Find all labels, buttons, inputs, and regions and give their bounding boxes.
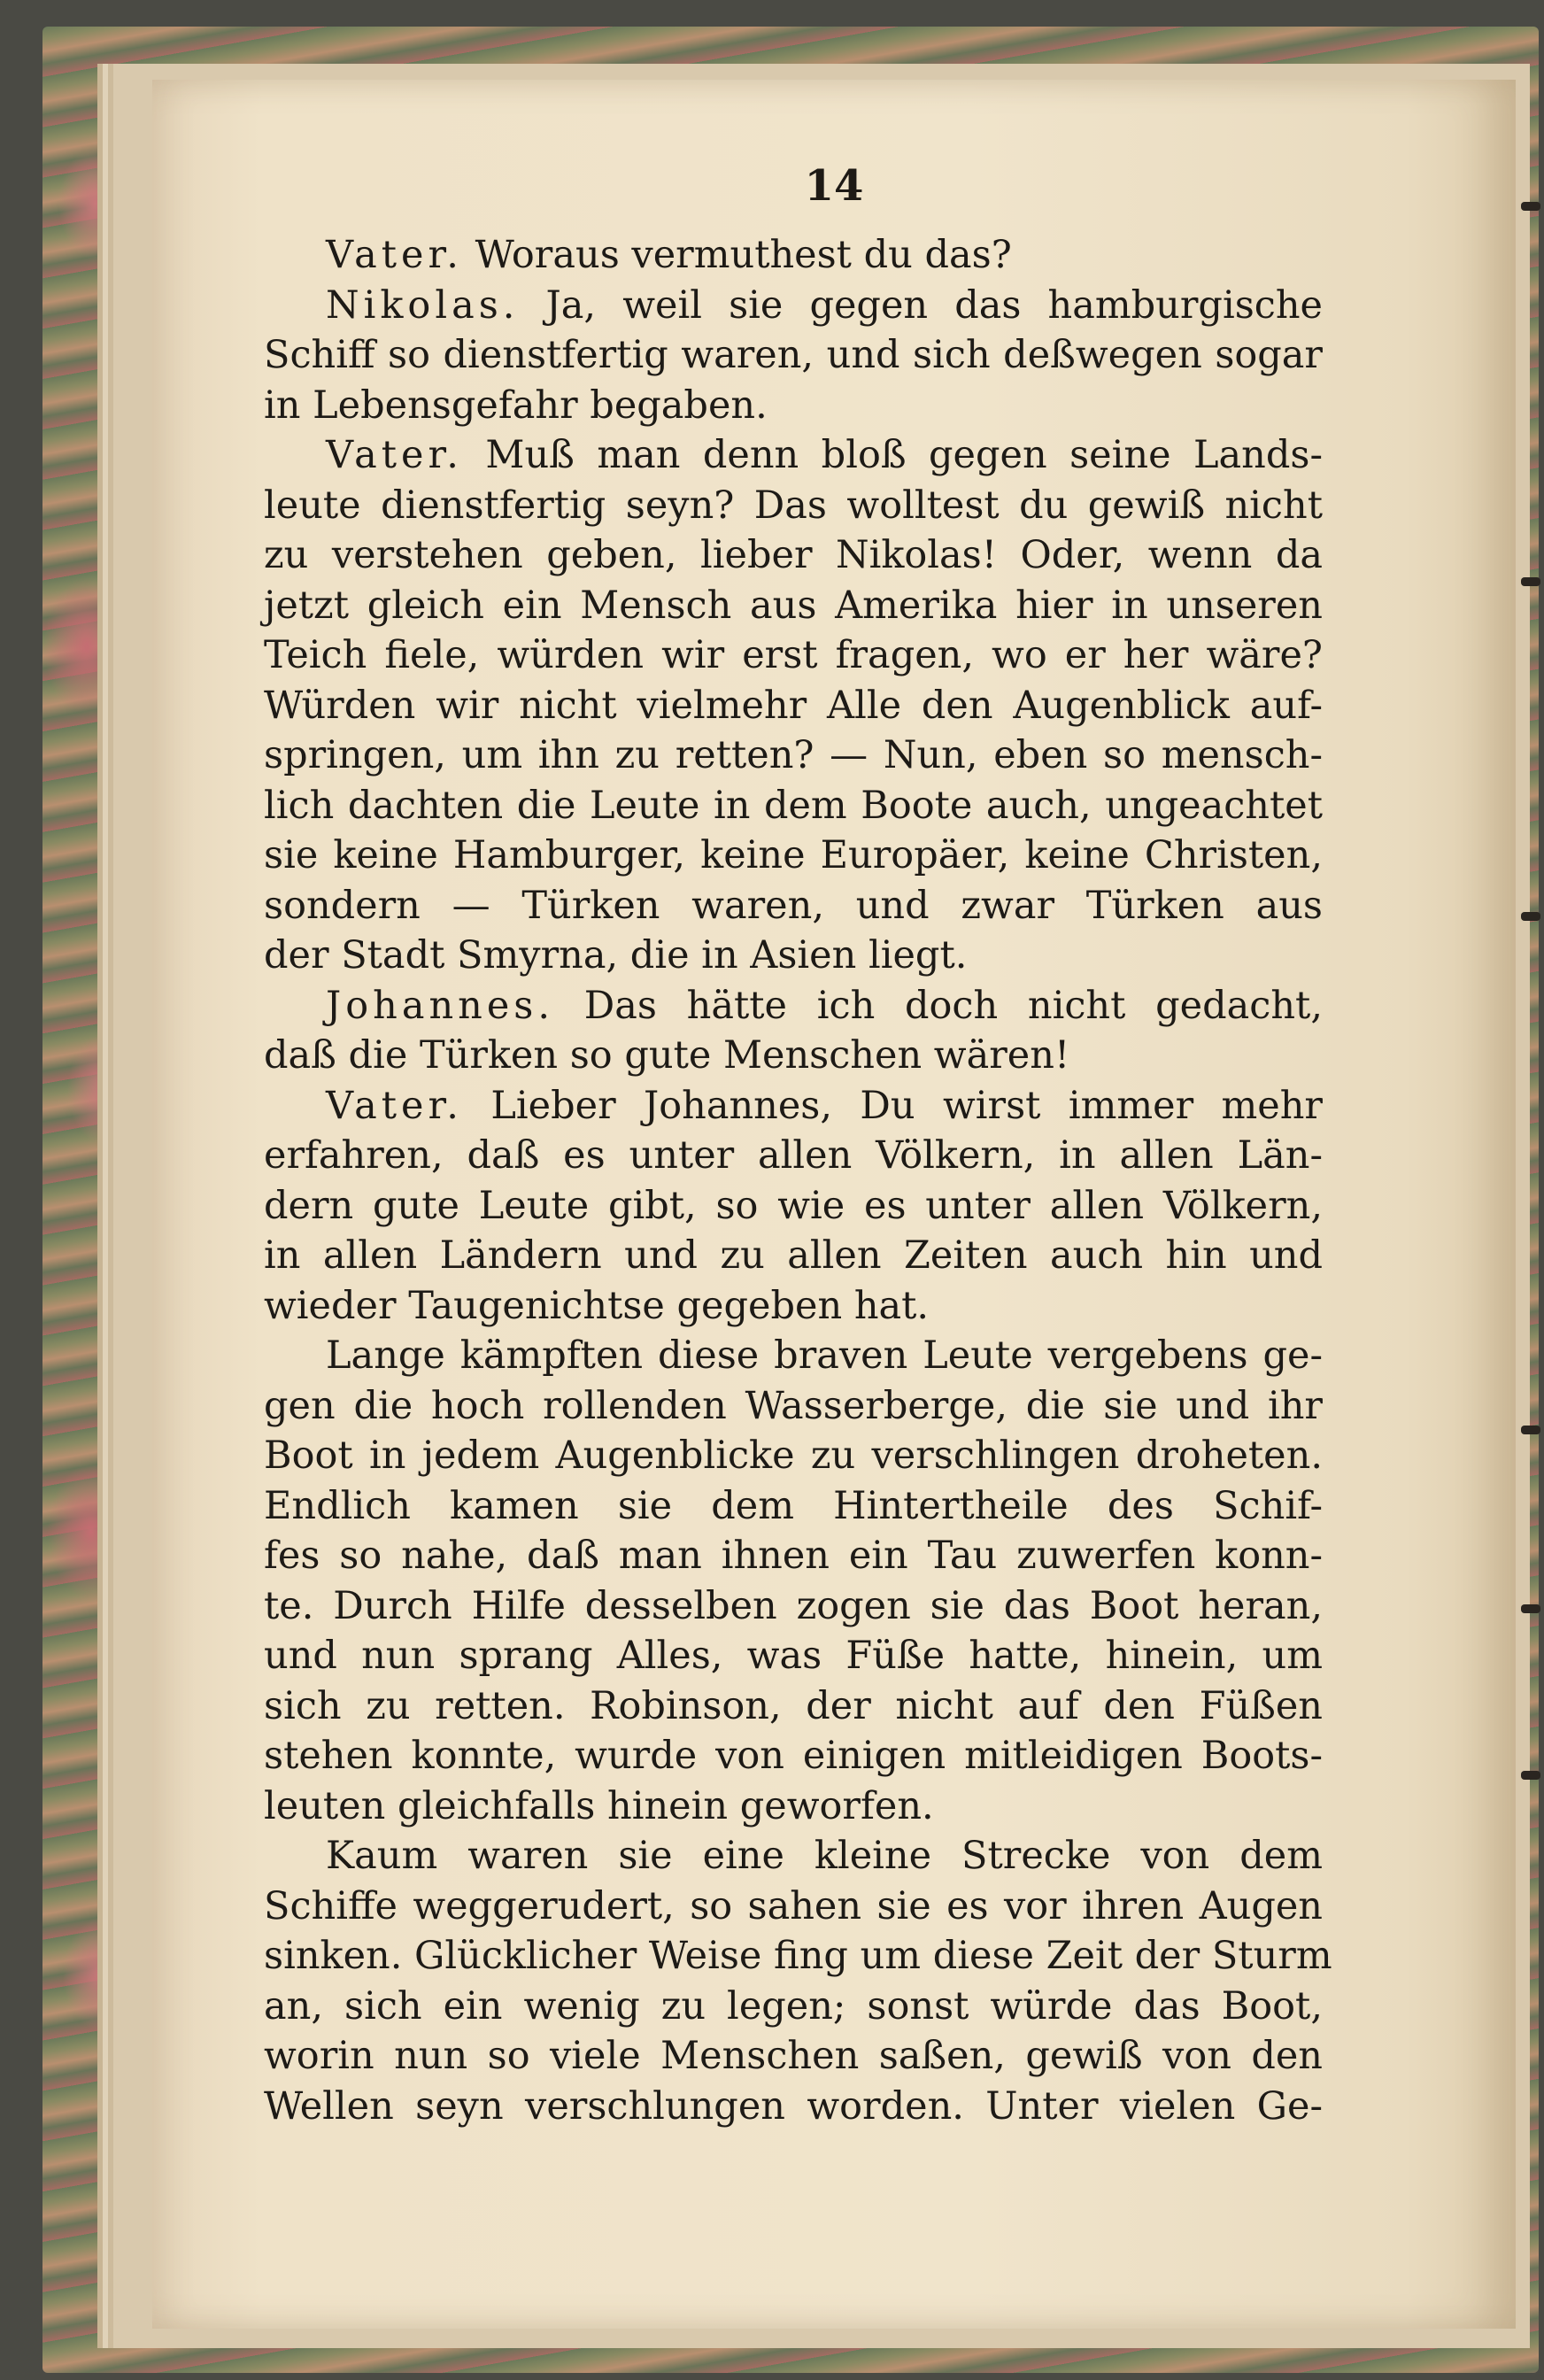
line-text: an, sich ein wenig zu legen; sonst würde das Boot, — [264, 1983, 1323, 2028]
line-text: sinken. Glücklicher Weise fing um diese Zeit der Sturm — [264, 1934, 1332, 1978]
line-text: worin nun so viele Menschen saßen, gewiß von den — [264, 2034, 1323, 2078]
line-text: Woraus vermuthest du das? — [462, 233, 1012, 277]
text-line — [264, 981, 1323, 1032]
binding-stitch — [1521, 1426, 1540, 1434]
line-text: Teich fiele, würden wir erst fragen, wo er her wäre? — [264, 633, 1323, 677]
text-line — [264, 2082, 1323, 2132]
line-text: sich zu retten. Robinson, der nicht auf den Füßen — [264, 1683, 1323, 1728]
text-line — [264, 1731, 1323, 1781]
text-line — [264, 730, 1323, 781]
text-line — [264, 1381, 1323, 1432]
line-text: fes so nahe, daß man ihnen ein Tau zuwerfen konn- — [264, 1534, 1323, 1578]
text-line — [264, 931, 1323, 981]
speaker-name: Nikolas. — [326, 282, 520, 328]
line-text: Würden wir nicht vielmehr Alle den Augenblick auf- — [264, 683, 1323, 728]
line-text: Schiff so dienstfertig waren, und sich deßwegen sogar — [264, 333, 1323, 377]
text-line — [264, 2031, 1323, 2082]
line-text: stehen konnte, wurde von einigen mitleidigen Boots- — [264, 1734, 1323, 1778]
line-text: Schiffe weggerudert, so sahen sie es vor ihren Augen — [264, 1883, 1323, 1928]
line-text: und nun sprang Alles, was Füße hatte, hinein, um — [264, 1634, 1323, 1678]
text-line — [264, 1131, 1323, 1181]
speaker-name: Vater. — [326, 433, 463, 477]
text-line — [264, 1631, 1323, 1681]
book-page — [152, 80, 1516, 2329]
text-line — [264, 1181, 1323, 1232]
line-text: sie keine Hamburger, keine Europäer, keine Christen, — [264, 833, 1323, 877]
text-line — [264, 381, 1323, 431]
text-line — [264, 1331, 1323, 1381]
speaker-name: Johannes. — [326, 983, 555, 1028]
text-line — [264, 330, 1323, 381]
text-line — [264, 530, 1323, 581]
line-text: lich dachten die Leute in dem Boote auch, ungeachtet — [264, 783, 1323, 828]
text-line — [264, 630, 1323, 681]
text-line — [264, 1781, 1323, 1832]
text-line — [264, 581, 1323, 631]
line-text: Endlich kamen sie dem Hintertheile des Schif- — [264, 1483, 1323, 1528]
binding-stitch — [1521, 577, 1540, 586]
text-line — [264, 1831, 1323, 1882]
text-line — [264, 1081, 1323, 1132]
text-line — [264, 430, 1323, 481]
text-line — [264, 1481, 1323, 1532]
text-line — [264, 230, 1323, 281]
line-text: springen, um ihn zu retten? — Nun, eben so mensch- — [264, 733, 1323, 777]
binding-stitch — [1521, 912, 1540, 921]
line-text: Muß man denn bloß gegen seine Lands- — [462, 433, 1323, 477]
line-text: Kaum waren sie eine kleine Strecke von dem — [326, 1834, 1323, 1878]
line-text: daß die Türken so gute Menschen wären! — [264, 1033, 1070, 1078]
text-line — [264, 1882, 1323, 1932]
line-text: gen die hoch rollenden Wasserberge, die sie und ihr — [264, 1383, 1323, 1428]
line-text: zu verstehen geben, lieber Nikolas! Oder, wenn da — [264, 533, 1323, 577]
binding-stitch — [1521, 202, 1540, 211]
line-text: jetzt gleich ein Mensch aus Amerika hier in unseren — [264, 583, 1323, 628]
line-text: Lieber Johannes, Du wirst immer mehr — [462, 1083, 1323, 1128]
binding-stitch — [1521, 1771, 1540, 1780]
text-line — [264, 1531, 1323, 1581]
speaker-name: Vater. — [326, 1083, 463, 1128]
text-line — [264, 1231, 1323, 1281]
line-text: Ja, weil sie gegen das hamburgische — [519, 282, 1323, 328]
line-text: Das hätte ich doch nicht gedacht, — [554, 983, 1323, 1028]
page-number: 14 — [804, 161, 864, 211]
page-text-body — [264, 230, 1332, 2131]
text-line — [264, 881, 1323, 931]
text-line — [264, 1581, 1323, 1632]
text-line — [264, 1681, 1323, 1732]
text-line — [264, 1031, 1323, 1081]
text-line — [264, 481, 1323, 531]
line-text: wieder Taugenichtse gegeben hat. — [264, 1283, 930, 1328]
text-line — [264, 1982, 1323, 2032]
text-line — [264, 1431, 1323, 1481]
binding-stitch — [1521, 1604, 1540, 1613]
line-text: Lange kämpften diese braven Leute vergebens ge- — [326, 1333, 1323, 1378]
line-text: der Stadt Smyrna, die in Asien liegt. — [264, 933, 968, 978]
text-line — [264, 681, 1323, 731]
line-text: te. Durch Hilfe desselben zogen sie das Boot heran, — [264, 1583, 1323, 1628]
line-text: sondern — Türken waren, und zwar Türken aus — [264, 883, 1323, 928]
text-line — [264, 1931, 1332, 1982]
line-text: in Lebensgefahr begaben. — [264, 382, 768, 428]
text-line — [264, 1281, 1323, 1332]
text-line — [264, 781, 1323, 831]
line-text: erfahren, daß es unter allen Völkern, in allen Län- — [264, 1133, 1323, 1178]
text-line — [264, 831, 1323, 881]
line-text: dern gute Leute gibt, so wie es unter allen Völkern, — [264, 1183, 1323, 1228]
line-text: in allen Ländern und zu allen Zeiten auch hin und — [264, 1233, 1323, 1278]
speaker-name: Vater. — [326, 233, 463, 277]
line-text: Wellen seyn verschlungen worden. Unter vielen Ge- — [264, 2083, 1323, 2129]
line-text: leute dienstfertig seyn? Das wolltest du gewiß nicht — [264, 483, 1323, 528]
text-line — [264, 281, 1323, 331]
line-text: Boot in jedem Augenblicke zu verschlingen droheten. — [264, 1433, 1323, 1478]
line-text: leuten gleichfalls hinein geworfen. — [264, 1783, 934, 1828]
